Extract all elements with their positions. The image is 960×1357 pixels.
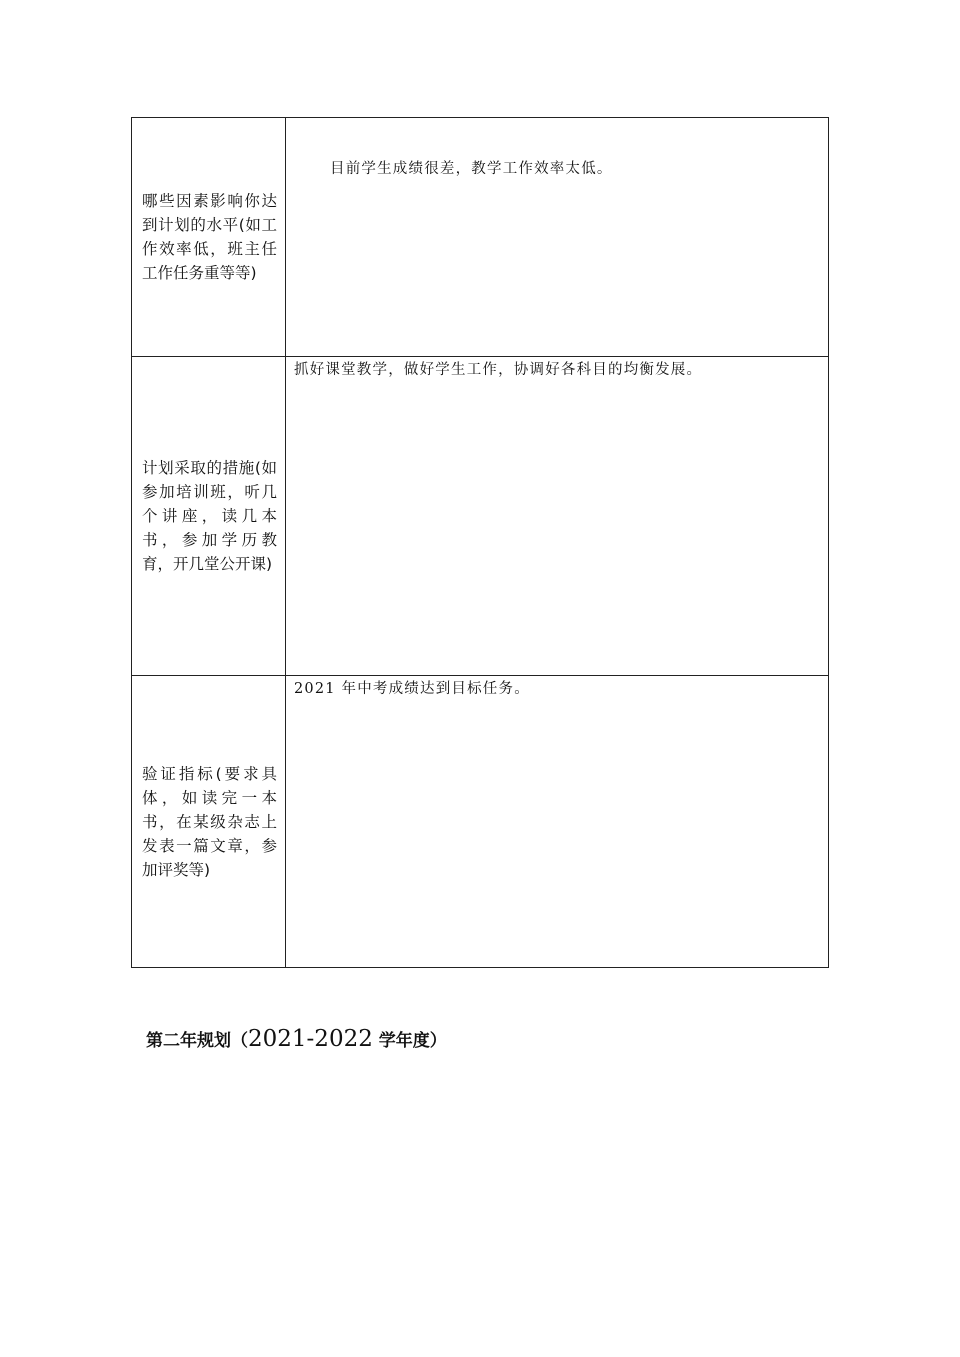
heading-suffix: 学年度） (372, 1031, 447, 1051)
row-content-cell (286, 118, 829, 357)
table-row (132, 118, 829, 357)
table-row (132, 676, 829, 968)
row-content-cell (286, 676, 829, 968)
row-label-cell (132, 118, 286, 357)
heading-prefix: 第二年规划（ (146, 1031, 248, 1051)
heading-years: 2021-2022 (248, 1026, 373, 1052)
row-label-cell (132, 676, 286, 968)
row-label: 哪些因素影响你达到计划的水平(如工作效率低，班主任工作任务重等等) (142, 192, 277, 282)
row-content: 目前学生成绩很差，教学工作效率太低。 (330, 161, 613, 177)
row-content: 2021 年中考成绩达到目标任务。 (294, 681, 530, 697)
row-content: 抓好课堂教学，做好学生工作，协调好各科目的均衡发展。 (294, 362, 703, 378)
row-label-cell (132, 357, 286, 676)
row-label-wrap (132, 357, 285, 675)
section-heading (146, 1022, 447, 1058)
plan-table (131, 117, 829, 968)
table-row (132, 357, 829, 676)
row-label: 验证指标(要求具体，如读完一本书，在某级杂志上发表一篇文章，参加评奖等) (142, 764, 277, 879)
row-content-cell (286, 357, 829, 676)
row-label-wrap (132, 676, 285, 967)
row-label: 计划采取的措施(如参加培训班，听几个讲座，读几本书，参加学历教育，开几堂公开课) (142, 459, 277, 573)
row-label-wrap (132, 118, 285, 356)
